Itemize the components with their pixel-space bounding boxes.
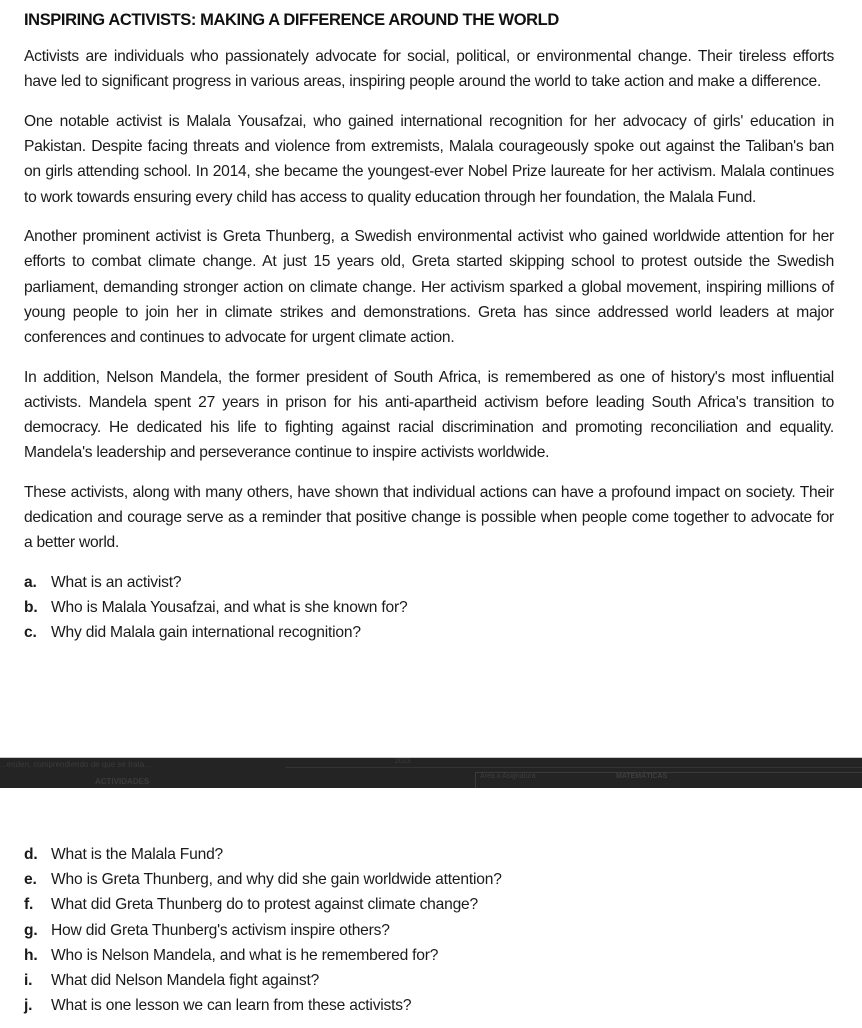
question-item (24, 570, 834, 595)
question-letter: b. (24, 598, 38, 616)
band-divider (285, 767, 862, 768)
question-text: Who is Malala Yousafzai, and what is she known for? (51, 598, 408, 616)
question-item (24, 918, 834, 943)
question-list-part1 (24, 570, 834, 646)
paragraph-intro: Activists are individuals who passionately advocate for social, political, or environmental change. Their tireless efforts have led to significant progress in various areas, inspiring people around the world to take action and make a difference. (24, 48, 834, 91)
question-letter: d. (24, 846, 38, 863)
question-text: What is an activist? (51, 573, 182, 591)
document-page-upper (24, 8, 834, 645)
question-item (24, 595, 834, 620)
document-page-lower (24, 842, 834, 1018)
question-list-part2 (24, 842, 834, 1018)
question-text: What did Nelson Mandela fight against? (51, 972, 320, 990)
paragraph-mandela: In addition, Nelson Mandela, the former president of South Africa, is remembered as one of history's most influential activists. Mandela spent 27 years in prison for his anti-apartheid activism before leading South Africa's transition to democracy. He dedicated his life to fighting against racial discrimination and promoting reconciliation and equality. Mandela's leadership and perseverance continue to inspire activists worldwide. (24, 368, 834, 462)
question-text: What did Greta Thunberg do to protest against climate change? (51, 896, 478, 914)
band-year: 2023 (395, 758, 411, 765)
band-subject: MATEMÁTICAS (616, 773, 668, 780)
question-text: Who is Nelson Mandela, and what is he remembered for? (51, 946, 439, 964)
question-letter: h. (24, 946, 38, 964)
question-letter: j. (24, 997, 33, 1015)
question-item (24, 867, 834, 892)
question-letter: c. (24, 624, 37, 642)
question-text: What is one lesson we can learn from these activists? (51, 997, 412, 1015)
paragraph-conclusion: These activists, along with many others, have shown that individual actions can have a profound impact on society. Their dedication and courage serve as a reminder that positive change is possible when people come together to advocate for a better world. (24, 484, 834, 552)
band-faint-text: ...enden, comprendiendo de que se trata... (0, 760, 151, 769)
band-heading: ACTIVIDADES (95, 777, 150, 786)
question-letter: g. (24, 921, 38, 939)
paragraph-greta: Another prominent activist is Greta Thunberg, a Swedish environmental activist who gained worldwide attention for her efforts to combat climate change. At just 15 years old, Greta started skipping school to protest outside the Swedish parliament, demanding stronger action on climate change. Her activism sparked a global movement, inspiring millions of young people to join her in climate strikes and demonstrations. Greta has since addressed world leaders at major conferences and continues to advocate for urgent climate action. (24, 228, 834, 347)
document-title: INSPIRING ACTIVISTS: MAKING A DIFFERENCE AROUND THE WORLD (24, 11, 559, 29)
question-letter: a. (24, 573, 37, 591)
question-item (24, 968, 834, 993)
question-letter: i. (24, 972, 33, 990)
question-item (24, 842, 834, 867)
question-text: Why did Malala gain international recognition? (51, 624, 361, 642)
question-item (24, 993, 834, 1018)
question-letter: f. (24, 896, 34, 914)
question-text: How did Greta Thunberg's activism inspire others? (51, 921, 390, 939)
paragraph-malala: One notable activist is Malala Yousafzai, who gained international recognition for her advocacy of girls' education in Pakistan. Despite facing threats and violence from extremists, Malala courageously spoke out against the Taliban's ban on girls attending school. In 2014, she became the youngest-ever Nobel Prize laureate for her activism. Malala continues to work towards ensuring every child has access to quality education through her foundation, the Malala Fund. (24, 112, 834, 206)
question-item (24, 943, 834, 968)
question-text: What is the Malala Fund? (51, 846, 224, 863)
question-letter: e. (24, 871, 37, 889)
band-subject-label: Área o Asignatura (480, 773, 536, 780)
band-table (475, 772, 862, 788)
page-break-band (0, 757, 862, 788)
question-text: Who is Greta Thunberg, and why did she gain worldwide attention? (51, 871, 502, 889)
question-item (24, 620, 834, 645)
question-item (24, 892, 834, 917)
